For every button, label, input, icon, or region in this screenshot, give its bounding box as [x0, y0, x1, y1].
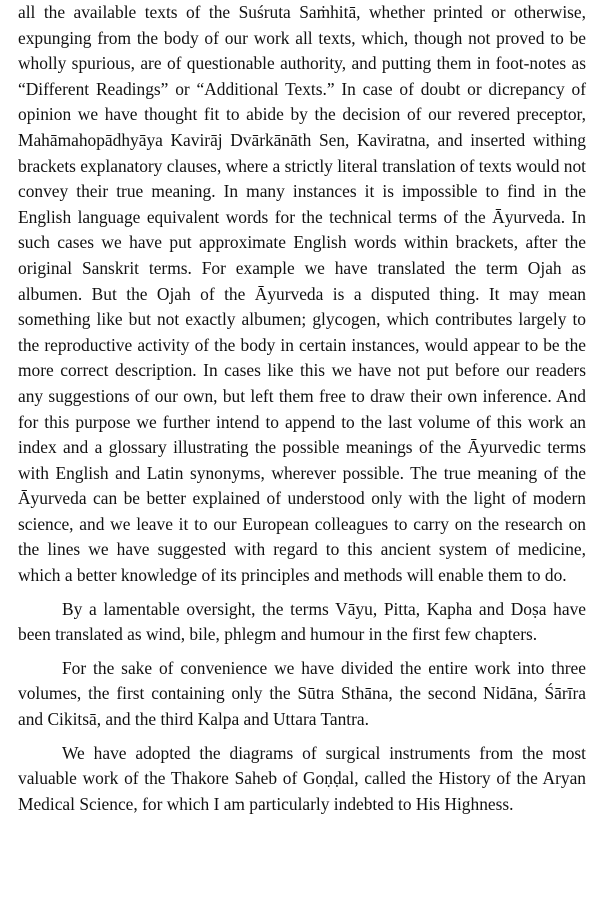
paragraph-translation-method: all the available texts of the Suśruta Saṁhitā, whether printed or otherwise, expunging from the body of our work all texts, which, though not proved to be wholly spurious, are of questionable authority, and putting them in foot-notes as “Different Readings” or “Additional Texts.” In case of doubt or dicrepancy of opinion we have thought fit to abide by the decision of our revered preceptor, Mahāmahopādhyāya Kavirāj Dvārkānāth Sen, Kaviratna, and inserted withing brackets explanatory clauses, where a strictly literal translation of texts would not convey their true meaning. In many instances it is impossible to find in the English language equivalent words for the technical terms of the Āyurveda. In such cases we have put approximate English words within brackets, after the original Sanskrit terms. For example we have translated the term Ojah as albumen. But the Ojah of the Āyurveda is a disputed thing. It may mean something like but not exactly albumen; glycogen, which contributes largely to the reproductive activity of the body in certain instances, would appear to be the more correct description. In cases like this we have not put before our readers any suggestions of our own, but left them free to draw their own inference. And for this purpose we further intend to append to the last volume of this work an index and a glossary illustrating the possible meanings of the Āyurvedic terms with English and Latin synonyms, wherever possible. The true meaning of the Āyurveda can be better explained of understood only with the light of modern science, and we leave it to our European colleagues to carry on the research on the lines we have suggested with regard to this ancient system of medicine, which a better knowledge of its principles and methods will enable them to do. [18, 2, 586, 586]
paragraph-volumes: For the sake of convenience we have divided the entire work into three volumes, the first containing only the Sūtra Sthāna, the second Nidāna, Śārīra and Cikitsā, and the third Kalpa and Uttara Tantra. [18, 657, 586, 730]
paragraph-diagrams: We have adopted the diagrams of surgical instruments from the most valuable work of the Thakore Saheb of Goṇḍal, called the History of the Aryan Medical Science, for which I am particularly indebted to His Highness. [18, 742, 586, 814]
document-page [18, 0, 586, 817]
paragraph-terms-oversight: By a lamentable oversight, the terms Vāyu, Pitta, Kapha and Doṣa have been translated as wind, bile, phlegm and humour in the first few chapters. [18, 598, 586, 645]
